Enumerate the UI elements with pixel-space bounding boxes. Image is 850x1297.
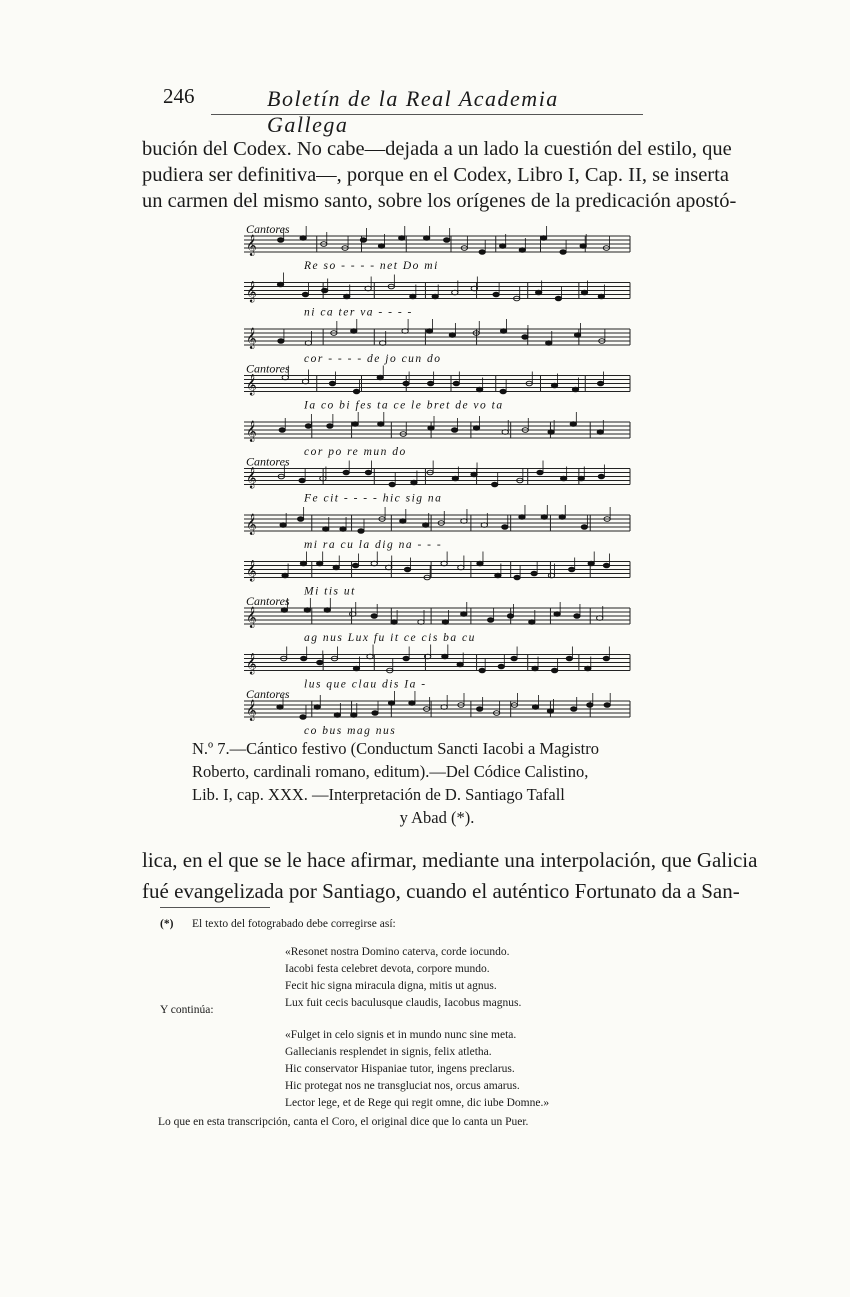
note-head <box>334 713 340 718</box>
note-head <box>300 715 306 720</box>
clef-icon: 𝄞 <box>246 421 257 442</box>
note-head <box>352 422 358 427</box>
clef-icon: 𝄞 <box>246 700 257 721</box>
note-head <box>476 707 482 712</box>
note-head <box>529 620 535 625</box>
note-head <box>449 333 455 338</box>
verse-line: «Fulget in celo signis et in mundo nunc sine meta. <box>285 1029 517 1041</box>
note-head <box>453 381 459 386</box>
note-head <box>300 561 306 566</box>
note-head <box>476 387 482 392</box>
music-score <box>232 218 642 737</box>
note-head <box>391 620 397 625</box>
note-head <box>554 612 560 617</box>
note-head <box>403 656 409 661</box>
note-head <box>570 422 576 427</box>
note-head <box>400 519 406 524</box>
note-head <box>389 482 395 487</box>
lyric-line: lus que clau dis Ia - <box>304 678 427 691</box>
note-head <box>566 656 572 661</box>
note-head <box>598 294 604 299</box>
note-head <box>428 426 434 431</box>
note-head <box>378 422 384 427</box>
lyric-line: Re so - - - - net Do mi <box>304 260 439 272</box>
note-head <box>547 709 553 714</box>
note-head <box>568 567 574 572</box>
note-head <box>351 329 357 334</box>
note-head <box>353 389 359 394</box>
note-head <box>498 664 504 669</box>
clef-icon: 𝄞 <box>246 235 257 256</box>
lyric-line: ni ca ter va - - - - <box>304 306 413 319</box>
note-head <box>297 517 303 522</box>
note-head <box>492 482 498 487</box>
note-head <box>519 515 525 520</box>
note-head <box>548 430 554 435</box>
note-head <box>410 294 416 299</box>
text-line: lica, en el que se le hace afirmar, mediante una interpolación, que Galicia <box>142 848 758 872</box>
note-head <box>277 705 283 710</box>
verse-line: Lector lege, et de Rege qui regit omne, dic iube Domne.» <box>285 1097 550 1109</box>
note-head <box>585 666 591 671</box>
note-head <box>532 705 538 710</box>
note-head <box>532 666 538 671</box>
note-head <box>443 238 449 243</box>
note-head <box>317 660 323 665</box>
verse-line: Fecit hic signa miracula digna, mitis ut agnus. <box>285 980 497 992</box>
note-head <box>426 329 432 334</box>
note-head <box>581 290 587 295</box>
voice-label: Cantores <box>246 361 290 376</box>
note-head <box>511 656 517 661</box>
note-head <box>442 620 448 625</box>
note-head <box>442 654 448 659</box>
footnote-marker: (*) <box>160 918 174 930</box>
lyric-line: cor po re mun do <box>304 446 407 458</box>
note-head <box>280 523 286 528</box>
note-head <box>580 244 586 249</box>
note-head <box>495 573 501 578</box>
verse-line: Gallecianis resplendet in signis, felix atletha. <box>285 1046 492 1058</box>
note-head <box>377 375 383 380</box>
note-head <box>603 563 609 568</box>
note-head <box>327 424 333 429</box>
note-head <box>340 527 346 532</box>
lyric-line: Fe cit - - - - hic sig na <box>304 492 443 505</box>
voice-label: Cantores <box>246 222 290 236</box>
voice-label: Cantores <box>246 454 290 469</box>
note-head <box>321 288 327 293</box>
note-head <box>479 250 485 255</box>
note-head <box>451 428 457 433</box>
note-head <box>541 515 547 520</box>
note-head <box>604 703 610 708</box>
note-head <box>574 333 580 338</box>
note-head <box>546 341 552 346</box>
note-head <box>487 618 493 623</box>
note-head <box>471 472 477 477</box>
voice-label: Cantores <box>246 594 290 608</box>
note-head <box>588 561 594 566</box>
note-head <box>531 571 537 576</box>
note-head <box>277 238 283 243</box>
note-head <box>461 612 467 617</box>
note-head <box>399 236 405 241</box>
text-line: pudiera ser definitiva—, porque en el Codex, Libro I, Cap. II, se inserta <box>142 164 729 186</box>
note-head <box>493 292 499 297</box>
note-head <box>457 662 463 667</box>
note-head <box>423 523 429 528</box>
footnote-connector: Y continúa: <box>160 1004 214 1016</box>
note-head <box>507 614 513 619</box>
note-head <box>551 383 557 388</box>
note-head <box>343 470 349 475</box>
note-head <box>278 339 284 344</box>
clef-icon: 𝄞 <box>246 607 257 628</box>
note-head <box>555 296 561 301</box>
footnote-rule <box>160 907 270 908</box>
clef-icon: 𝄞 <box>246 281 257 303</box>
note-head <box>378 244 384 249</box>
note-head <box>279 428 285 433</box>
lyric-line: ag nus Lux fu it ce cis ba cu <box>304 632 476 644</box>
note-head <box>411 480 417 485</box>
note-head <box>574 614 580 619</box>
note-head <box>452 476 458 481</box>
note-head <box>551 668 557 673</box>
note-head <box>581 525 587 530</box>
note-head <box>499 244 505 249</box>
note-head <box>324 608 330 613</box>
caption-line: Lib. I, cap. XXX. —Interpretación de D. Santiago Tafall <box>192 785 565 804</box>
footnote-stanza-2 <box>285 1027 549 1112</box>
footnote-closing-note: Lo que en esta transcripción, canta el Coro, el original dice que lo canta un Puer. <box>158 1116 529 1128</box>
note-head <box>299 478 305 483</box>
journal-title: Boletín de la Real Academia Gallega <box>267 86 559 137</box>
running-header <box>163 84 643 137</box>
note-head <box>514 575 520 580</box>
clef-icon: 𝄞 <box>246 328 257 349</box>
note-head <box>427 381 433 386</box>
note-head <box>323 527 329 532</box>
note-head <box>559 515 565 520</box>
note-head <box>305 424 311 429</box>
footnote-heading <box>160 916 630 932</box>
note-head <box>432 294 438 299</box>
note-head <box>603 656 609 661</box>
caption-line: Roberto, cardinali romano, editum).—Del Códice Calistino, <box>192 762 589 781</box>
lyric-line: mi ra cu la dig na - - - <box>304 539 443 551</box>
note-head <box>277 282 283 287</box>
note-head <box>477 561 483 566</box>
clef-icon: 𝄞 <box>246 374 257 396</box>
music-score-figure <box>232 218 642 737</box>
note-head <box>281 608 287 613</box>
note-head <box>304 608 310 613</box>
note-head <box>333 565 339 570</box>
lyric-line: Mi tis ut <box>304 585 356 598</box>
voice-label: Cantores <box>246 687 290 701</box>
note-head <box>560 476 566 481</box>
verse-line: «Resonet nostra Domino caterva, corde iocundo. <box>285 946 510 958</box>
page-number: 246 <box>163 84 195 108</box>
figure-caption <box>192 737 682 829</box>
note-head <box>353 666 359 671</box>
verse-line: Lux fuit cecis baculusque claudis, Iacobus magnus. <box>285 997 522 1009</box>
note-head <box>404 567 410 572</box>
continuation-paragraph <box>142 845 758 907</box>
note-head <box>302 292 308 297</box>
note-head <box>300 656 306 661</box>
note-head <box>352 563 358 568</box>
note-head <box>403 381 409 386</box>
verse-line: Hic conservator Hispaniae tutor, ingens preclarus. <box>285 1063 515 1075</box>
note-head <box>388 701 394 706</box>
footnote-heading-text: El texto del fotograbado debe corregirse así: <box>192 918 396 930</box>
note-head <box>598 474 604 479</box>
note-head <box>587 703 593 708</box>
note-head <box>502 525 508 530</box>
lyric-line: co bus mag nus <box>304 725 397 737</box>
note-head <box>571 707 577 712</box>
text-line: un carmen del mismo santo, sobre los orígenes de la predicación apostó- <box>142 190 737 212</box>
text-line: bución del Codex. No cabe—dejada a un lado la cuestión del estilo, que <box>142 138 732 160</box>
note-head <box>535 290 541 295</box>
note-head <box>537 470 543 475</box>
note-head <box>423 236 429 241</box>
clef-icon: 𝄞 <box>246 467 257 489</box>
clef-icon: 𝄞 <box>246 514 257 535</box>
note-head <box>578 476 584 481</box>
note-head <box>351 713 357 718</box>
lyric-line: Ia co bi fes ta ce le bret de vo ta <box>304 399 504 412</box>
note-head <box>597 381 603 386</box>
note-head <box>522 335 528 340</box>
note-head <box>479 668 485 673</box>
note-head <box>409 701 415 706</box>
note-head <box>282 573 288 578</box>
note-head <box>314 705 320 710</box>
clef-icon: 𝄞 <box>246 560 257 582</box>
clef-icon: 𝄞 <box>246 653 257 675</box>
note-head <box>360 238 366 243</box>
caption-line: y Abad (*). <box>399 808 475 827</box>
note-head <box>597 430 603 435</box>
verse-line: Hic protegat nos ne transgluciat nos, orcus amarus. <box>285 1080 520 1092</box>
note-head <box>344 294 350 299</box>
note-head <box>300 236 306 241</box>
header-rule <box>211 114 643 115</box>
note-head <box>560 250 566 255</box>
text-line: fué evangelizada por Santiago, cuando el auténtico Fortunato da a San- <box>142 879 740 903</box>
note-head <box>372 711 378 716</box>
note-head <box>316 561 322 566</box>
note-head <box>329 381 335 386</box>
note-head <box>500 389 506 394</box>
note-head <box>371 614 377 619</box>
note-head <box>540 236 546 241</box>
note-head <box>572 387 578 392</box>
note-head <box>519 248 525 253</box>
note-head <box>358 529 364 534</box>
caption-line: N.º 7.—Cántico festivo (Conductum Sancti Iacobi a Magistro <box>192 739 599 758</box>
intro-paragraph <box>142 136 752 214</box>
note-head <box>473 426 479 431</box>
note-head <box>365 470 371 475</box>
lyric-line: cor - - - - de jo cun do <box>304 353 442 365</box>
note-head <box>500 329 506 334</box>
verse-line: Iacobi festa celebret devota, corpore mundo. <box>285 963 490 975</box>
